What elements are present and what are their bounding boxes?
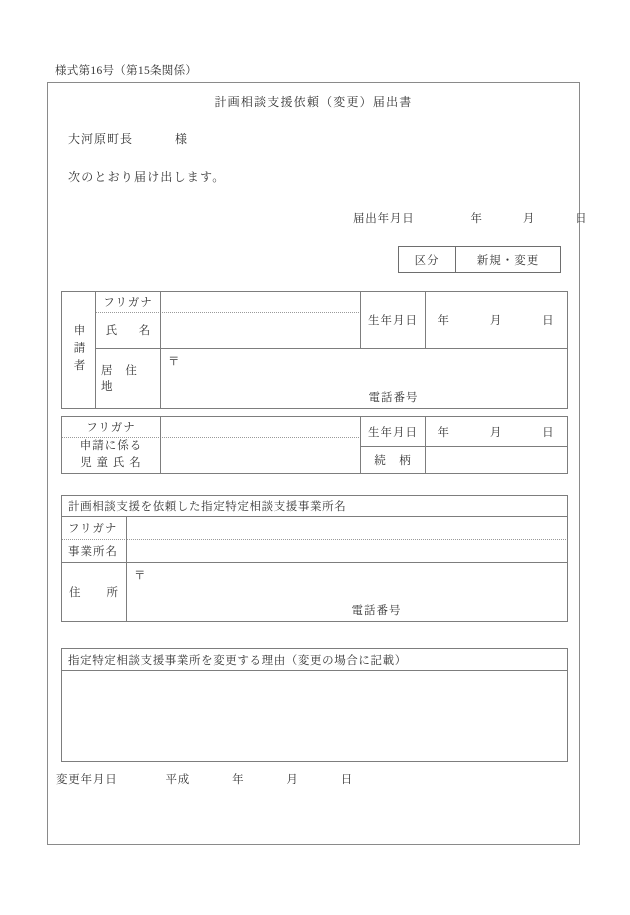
child-birth-value[interactable] — [425, 416, 568, 447]
child-furigana-value[interactable] — [160, 416, 361, 438]
applicant-furigana-value[interactable] — [160, 291, 361, 313]
intro-text: 次のとおり届け出します。 — [68, 170, 226, 184]
child-relation-label-text: 続 柄 — [374, 454, 412, 467]
applicant-birth-year: 年 — [437, 315, 450, 327]
child-birth-year: 年 — [437, 426, 450, 439]
filing-date-year[interactable]: 年 — [470, 213, 483, 225]
office-furigana-value[interactable] — [126, 516, 568, 540]
child-name-label-line1: 申請に係る — [79, 440, 143, 453]
applicant-residence-label — [95, 348, 161, 409]
filing-date-line — [353, 210, 587, 226]
kubun-box — [398, 246, 561, 273]
child-relation-label — [360, 446, 426, 474]
office-furigana-label — [61, 516, 127, 540]
office-section-title-text: 計画相談支援を依頼した指定特定相談支援事業所名 — [68, 501, 347, 513]
child-furigana-label — [61, 416, 161, 438]
applicant-table — [61, 291, 568, 409]
addressee-name: 大河原町長 — [68, 132, 134, 146]
applicant-name-value[interactable] — [160, 312, 361, 349]
office-table — [61, 495, 568, 622]
change-date-month[interactable]: 月 — [286, 774, 299, 786]
filing-date-day[interactable]: 日 — [575, 213, 588, 225]
reason-body[interactable] — [61, 670, 568, 762]
applicant-name-label-text: 氏 名 — [105, 325, 156, 337]
applicant-birth-label — [360, 291, 426, 349]
office-section-title — [61, 495, 568, 517]
applicant-name-label — [95, 312, 161, 349]
change-date-line — [56, 771, 353, 787]
child-furigana-label-text: フリガナ — [86, 422, 136, 434]
child-birth-ymd — [438, 424, 555, 440]
form-number: 様式第16号（第15条関係） — [55, 65, 198, 77]
applicant-birth-month: 月 — [489, 315, 503, 327]
child-name-value[interactable] — [160, 437, 361, 474]
child-birth-month: 月 — [489, 426, 503, 439]
applicant-birth-day: 日 — [542, 315, 555, 327]
kubun-value[interactable]: 新規・変更 — [476, 254, 540, 267]
office-name-label — [61, 539, 127, 563]
applicant-residence-label-text: 居 住 地 — [101, 365, 142, 393]
child-name-label-line2: 児 童 氏 名 — [80, 457, 142, 469]
applicant-birth-ymd — [438, 312, 555, 328]
reason-table — [61, 648, 568, 762]
change-date-year[interactable]: 年 — [232, 774, 245, 786]
change-date-day[interactable]: 日 — [340, 774, 354, 786]
child-birth-day: 日 — [542, 426, 555, 439]
applicant-tel-label: 電話番号 — [368, 392, 419, 404]
office-tel-label: 電話番号 — [351, 605, 402, 617]
reason-section-title-text: 指定特定相談支援事業所を変更する理由（変更の場合に記載） — [68, 654, 407, 667]
child-table — [61, 416, 568, 474]
change-date-era[interactable]: 平成 — [165, 774, 191, 786]
document-title: 計画相談支援依頼（変更）届出書 — [214, 95, 413, 109]
child-relation-value[interactable] — [425, 446, 568, 474]
change-date-label: 変更年月日 — [56, 774, 118, 786]
applicant-furigana-label — [95, 291, 161, 313]
applicant-group-label-text: 申請者 — [72, 323, 85, 377]
form-frame — [47, 82, 588, 845]
applicant-birth-value[interactable] — [425, 291, 568, 349]
office-postal-mark: 〒 — [134, 570, 147, 582]
applicant-furigana-label-text: フリガナ — [103, 297, 153, 309]
reason-section-title — [61, 648, 568, 671]
child-birth-label-text: 生年月日 — [368, 426, 418, 439]
child-birth-label — [360, 416, 426, 447]
applicant-group-label — [61, 291, 96, 409]
applicant-postal-mark: 〒 — [168, 356, 181, 368]
applicant-residence-value[interactable] — [160, 348, 568, 409]
office-address-label — [61, 562, 127, 622]
office-address-value[interactable] — [126, 562, 568, 622]
office-address-label-text: 住 所 — [69, 586, 119, 599]
addressee-line — [68, 130, 188, 147]
office-furigana-label-text: フリガナ — [68, 522, 118, 535]
filing-date-label: 届出年月日 — [353, 213, 415, 225]
office-name-value[interactable] — [126, 539, 568, 563]
applicant-birth-label-text: 生年月日 — [368, 315, 418, 327]
child-name-label — [61, 437, 161, 474]
office-name-label-text: 事業所名 — [68, 545, 118, 558]
kubun-label: 区分 — [399, 247, 456, 272]
addressee-honorific: 様 — [175, 132, 189, 146]
filing-date-month[interactable]: 月 — [522, 213, 536, 225]
